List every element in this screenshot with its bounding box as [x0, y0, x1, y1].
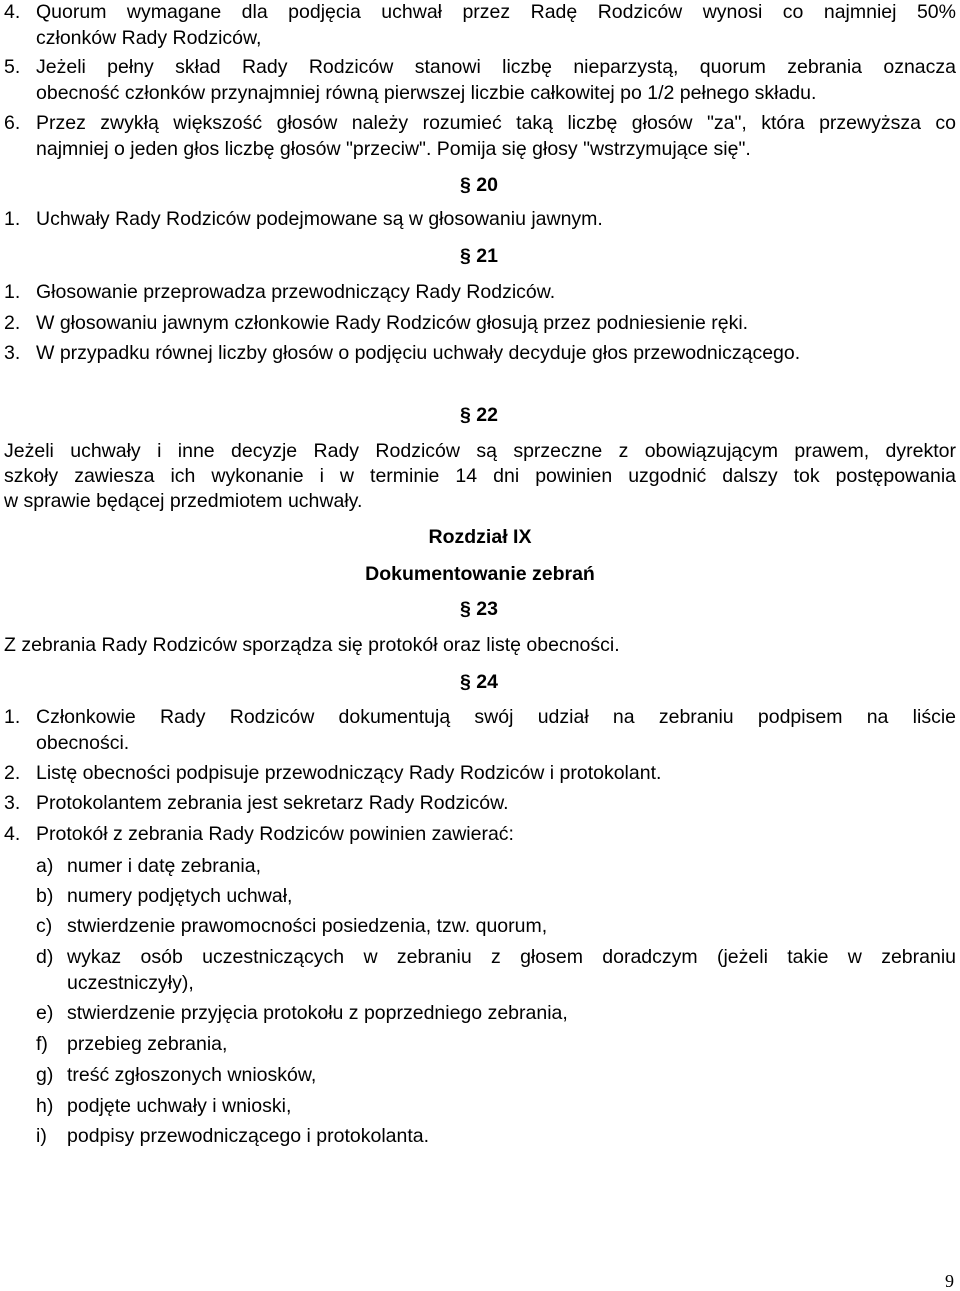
paragraph-line: Protokół z zebrania Rady Rodziców powinien zawierać: — [36, 823, 514, 845]
item-number: 1. — [4, 706, 21, 728]
paragraph-line: Jeżeli uchwały i inne decyzje Rady Rodziców są sprzeczne z obowiązującym prawem, dyrektor — [4, 440, 956, 462]
list-item: przebieg zebrania, — [67, 1033, 228, 1055]
list-letter: i) — [36, 1125, 47, 1147]
section-heading: § 22 — [460, 404, 498, 426]
list-item: wykaz osób uczestniczących w zebraniu z głosem doradczym (jeżeli takie w zebraniu — [67, 946, 956, 968]
list-item: podpisy przewodniczącego i protokolanta. — [67, 1125, 430, 1147]
paragraph-line: W przypadku równej liczby głosów o podjęciu uchwały decyduje głos przewodniczącego. — [36, 342, 801, 364]
item-number: 4. — [4, 1, 21, 23]
item-number: 2. — [4, 312, 21, 334]
paragraph-line: członków Rady Rodziców, — [36, 27, 262, 49]
list-letter: g) — [36, 1064, 54, 1086]
list-letter: h) — [36, 1095, 54, 1117]
paragraph-line: W głosowaniu jawnym członkowie Rady Rodziców głosują przez podniesienie ręki. — [36, 312, 749, 334]
list-item: stwierdzenie prawomocności posiedzenia, tzw. quorum, — [67, 915, 548, 937]
item-number: 5. — [4, 56, 21, 78]
list-item: numery podjętych uchwał, — [67, 885, 293, 907]
chapter-subtitle: Dokumentowanie zebrań — [365, 563, 595, 585]
page-number: 9 — [945, 1271, 954, 1291]
item-number: 2. — [4, 762, 21, 784]
chapter-title: Rozdział IX — [428, 526, 532, 548]
item-number: 3. — [4, 792, 21, 814]
list-item: uczestniczyły), — [67, 972, 194, 994]
paragraph-line: Członkowie Rady Rodziców dokumentują swój udział na zebraniu podpisem na liście — [36, 706, 956, 728]
list-letter: c) — [36, 915, 53, 937]
paragraph-line: obecność członków przynajmniej równą pierwszej liczbie całkowitej po 1/2 pełnego składu. — [36, 82, 817, 104]
paragraph-line: szkoły zawiesza ich wykonanie i w terminie 14 dni powinien uzgodnić dalszy tok postępowania — [4, 465, 956, 487]
paragraph-line: Głosowanie przeprowadza przewodniczący Rady Rodziców. — [36, 281, 556, 303]
list-item: stwierdzenie przyjęcia protokołu z poprzedniego zebrania, — [67, 1002, 568, 1024]
item-number: 1. — [4, 281, 21, 303]
list-letter: a) — [36, 855, 54, 877]
list-letter: d) — [36, 946, 54, 968]
section-heading: § 23 — [460, 598, 498, 620]
paragraph-line: w sprawie będącej przedmiotem uchwały. — [4, 490, 363, 512]
section-heading: § 21 — [460, 245, 498, 267]
item-number: 1. — [4, 208, 21, 230]
paragraph-line: najmniej o jeden głos liczbę głosów "przeciw". Pomija się głosy "wstrzymujące się". — [36, 138, 751, 160]
item-number: 6. — [4, 112, 21, 134]
paragraph-line: Przez zwykłą większość głosów należy rozumieć taką liczbę głosów "za", która przewyższa co — [36, 112, 956, 134]
paragraph-line: Jeżeli pełny skład Rady Rodziców stanowi liczbę nieparzystą, quorum zebrania oznacza — [36, 56, 956, 78]
list-item: podjęte uchwały i wnioski, — [67, 1095, 292, 1117]
paragraph-line: obecności. — [36, 732, 130, 754]
section-heading: § 24 — [460, 671, 498, 693]
paragraph-line: Uchwały Rady Rodziców podejmowane są w głosowaniu jawnym. — [36, 208, 603, 230]
item-number: 4. — [4, 823, 21, 845]
paragraph-line: Listę obecności podpisuje przewodniczący Rady Rodziców i protokolant. — [36, 762, 662, 784]
list-letter: b) — [36, 885, 54, 907]
paragraph-line: Z zebrania Rady Rodziców sporządza się protokół oraz listę obecności. — [4, 634, 620, 656]
list-letter: e) — [36, 1002, 54, 1024]
list-item: treść zgłoszonych wniosków, — [67, 1064, 317, 1086]
list-item: numer i datę zebrania, — [67, 855, 262, 877]
paragraph-line: Protokolantem zebrania jest sekretarz Rady Rodziców. — [36, 792, 509, 814]
list-letter: f) — [36, 1033, 48, 1055]
item-number: 3. — [4, 342, 21, 364]
section-heading: § 20 — [460, 174, 498, 196]
paragraph-line: Quorum wymagane dla podjęcia uchwał przez Radę Rodziców wynosi co najmniej 50% — [36, 1, 956, 23]
